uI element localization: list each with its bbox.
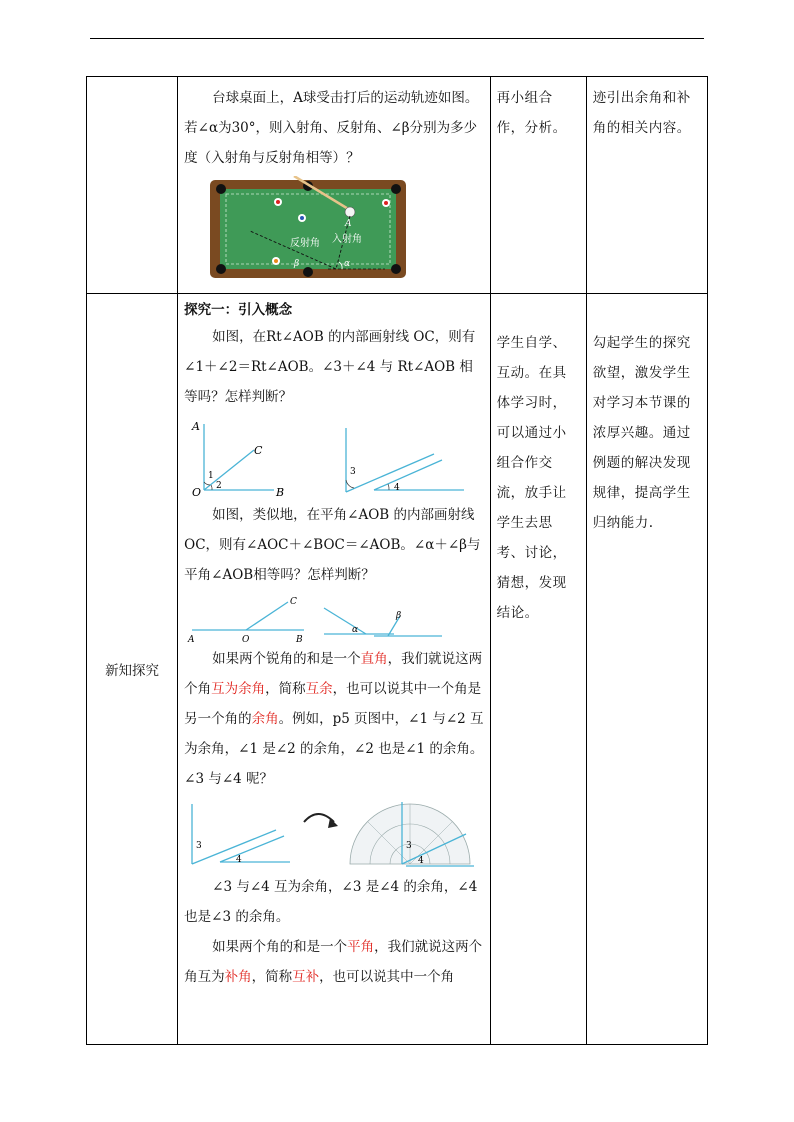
angle-4-label: 4 <box>418 856 424 866</box>
keyword-complementary: 互为余角 <box>211 681 266 697</box>
problem-text: 台球桌面上，A球受击打后的运动轨迹如图。若∠α为30°，则入射角、反射角、∠β分别为多少度（入射角与反射角相等）？ <box>184 90 479 166</box>
student-activity-text: 学生自学、互动。在具体学习时，可以通过小组合作交流，放手让学生去思考、讨论，猜想，发现结论。 <box>496 335 567 621</box>
p3-text-5: 。例如，p5 页图中，∠1 与∠2 互为余角，∠1 是∠2 的余角，∠2 也是∠1 的余角。∠3 与∠4 呢？ <box>184 711 484 787</box>
angle-1-label: 1 <box>208 471 214 481</box>
p3-text-4: ，也可以说其中一个角是另一个角的 <box>184 681 482 727</box>
angle-3-label: 3 <box>350 467 356 477</box>
table-row <box>87 294 708 1045</box>
paragraph-4: ∠3 与∠4 互为余角，∠3 是∠4 的余角，∠4 也是∠3 的余角。 <box>184 879 478 925</box>
design-intent-text: 勾起学生的探究欲望，激发学生对学习本节课的浓厚兴趣。通过例题的解决发现规律，提高学生归纳能力. <box>592 335 691 531</box>
angle-2-label: 2 <box>216 481 222 491</box>
p3-text-1: 如果两个锐角的和是一个 <box>212 651 361 667</box>
point-b-label: B <box>296 635 303 644</box>
lesson-plan-table <box>86 76 708 1045</box>
p3-text-3: ，简称 <box>265 681 306 697</box>
beta-label: β <box>294 259 300 269</box>
alpha-label: α <box>344 259 351 269</box>
design-intent-cell <box>586 294 707 1045</box>
point-a-label: A <box>192 420 201 433</box>
keyword-supplementary: 补角 <box>224 969 252 985</box>
p5-text-4: ，也可以说其中一个角 <box>319 969 455 985</box>
angles-3-4-small-figure <box>184 800 294 870</box>
table-row <box>87 77 708 294</box>
header-rule <box>90 38 704 39</box>
reflect-angle-label: 反射角 <box>290 238 321 249</box>
p5-text-2: ，我们就说这两个角互为 <box>184 939 483 985</box>
keyword-complementary-short: 互余 <box>305 681 333 697</box>
paragraph-5 <box>184 932 484 992</box>
right-angle-aob-figure <box>184 418 294 498</box>
straight-angle-figures <box>184 594 484 644</box>
keyword-right-angle: 直角 <box>360 651 388 667</box>
paragraph-1: 如图，在Rt∠AOB 的内部画射线 OC，则有∠1＋∠2＝Rt∠AOB。∠3＋∠4 与 Rt∠AOB 相等吗？怎样判断？ <box>184 329 476 405</box>
angles-3-4-figure <box>334 418 474 498</box>
design-intent-text: 迹引出余角和补角的相关内容。 <box>592 90 691 136</box>
paragraph-2: 如图，类似地，在平角∠AOB 的内部画射线OC，则有∠AOC＋∠BOC＝∠AOB。∠α＋∠β与平角∠AOB相等吗？怎样判断？ <box>184 507 481 583</box>
content-cell <box>178 294 491 1045</box>
section-label: 新知探究 <box>105 663 160 679</box>
student-activity-text: 再小组合作，分析。 <box>496 90 567 136</box>
incident-angle-label: 入射角 <box>332 234 363 245</box>
point-o-label: O <box>192 486 202 498</box>
p3-text-2: ，我们就说这两个角 <box>184 651 483 697</box>
protractor-figure <box>346 800 476 870</box>
arrow-icon <box>300 800 340 840</box>
design-intent-cell <box>586 77 707 294</box>
angle-3-label: 3 <box>196 841 202 851</box>
point-a-label: A <box>188 635 195 644</box>
point-b-label: B <box>276 486 285 498</box>
alpha-beta-figure <box>314 594 444 644</box>
section-heading: 探究一：引入概念 <box>184 302 293 318</box>
ball-a-label: A <box>345 219 352 229</box>
angle-4-label: 4 <box>236 855 242 865</box>
student-activity-cell <box>490 294 586 1045</box>
point-o-label: O <box>242 635 250 644</box>
section-cell <box>87 294 178 1045</box>
keyword-complement-angle: 余角 <box>251 711 279 727</box>
content-cell <box>178 77 491 294</box>
student-activity-cell <box>490 77 586 294</box>
straight-angle-aob-figure <box>184 594 314 644</box>
angle-4-label: 4 <box>394 483 400 493</box>
alpha-label: α <box>352 625 359 635</box>
beta-label: β <box>396 611 402 621</box>
billiard-table-figure <box>210 176 410 282</box>
right-angle-figures <box>184 418 484 498</box>
keyword-straight-angle: 平角 <box>347 939 375 955</box>
p5-text-3: ，简称 <box>251 969 293 985</box>
section-cell <box>87 77 178 294</box>
point-c-label: C <box>290 597 298 607</box>
angle-3-label: 3 <box>406 841 412 851</box>
protractor-figures <box>184 800 484 870</box>
point-c-label: C <box>254 444 263 457</box>
p5-text-1: 如果两个角的和是一个 <box>212 939 348 955</box>
keyword-supplementary-short: 互补 <box>292 969 320 985</box>
paragraph-3 <box>184 644 484 794</box>
